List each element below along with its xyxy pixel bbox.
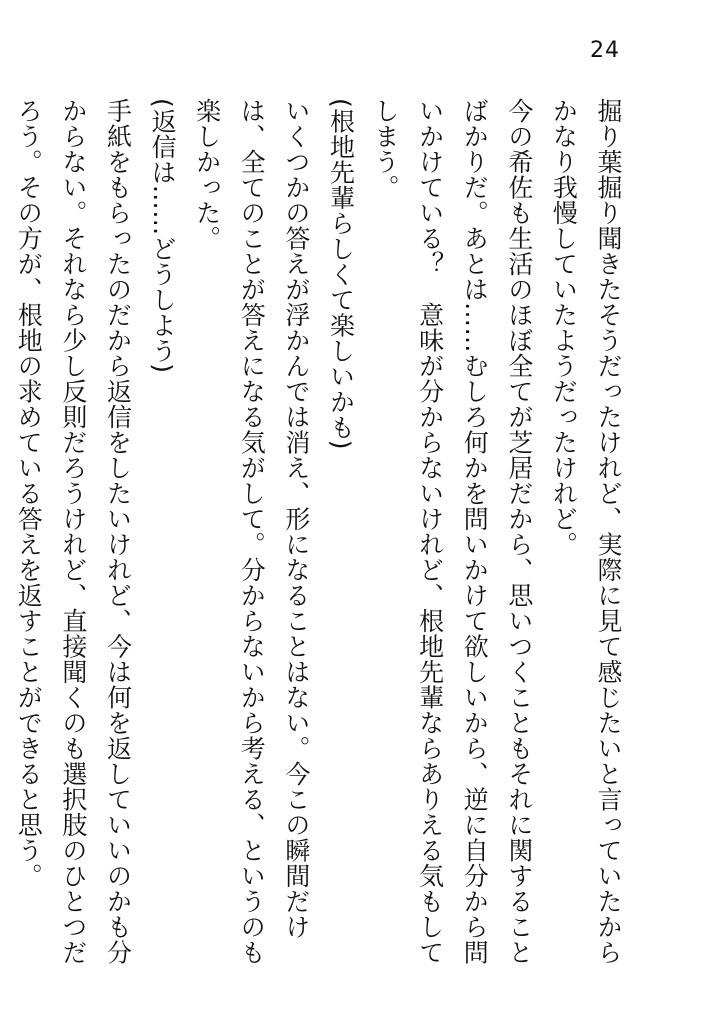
page-number: 24 (590, 38, 620, 63)
paragraph-2: 今の希佐も生活のほぼ全てが芝居だから、思いつくこともそれに関することばかりだ。あとは……むしろ何かを問いかけて欲しいから、逆に自分から問いかけている？ 意味が分からないけれど、根地先輩ならありえる気もしてしまう。 (371, 98, 534, 965)
body-text (14, 98, 630, 968)
paragraph-6: 手紙をもらったのだから返信をしたいけれど、今は何を返していいのかも分からない。それなら少し反則だろうけれど、直接聞くのも選択肢のひとつだろう。その方が、根地の求めている答えを返すことができると思う。 (14, 98, 133, 965)
paragraph-7 (0, 98, 6, 968)
paragraph-3: (根地先輩らしくて楽しいかも) (326, 98, 356, 451)
paragraph-5: (返信は……どうしよう) (148, 98, 178, 374)
paragraph-4: いくつかの答えが浮かんでは消え、形になることはない。今この瞬間だけは、全てのことが答えになる気がして。分からないから考える、というのも楽しかった。 (192, 98, 311, 965)
paragraph-1: 掘り葉掘り聞きたそうだったけれど、実際に見て感じたいと言っていたからかなり我慢していたようだったけれど。 (549, 98, 623, 965)
